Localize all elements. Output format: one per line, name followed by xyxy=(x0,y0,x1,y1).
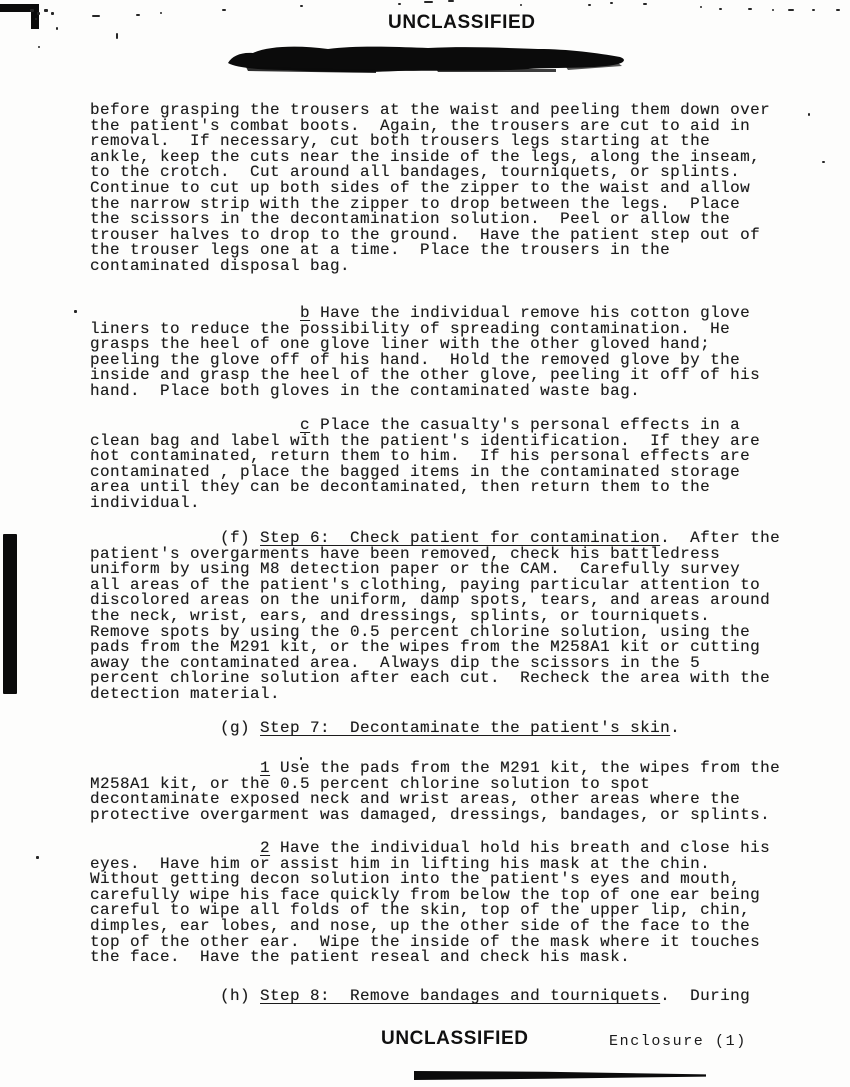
text-line: uniform by using M8 detection paper or the CAM. Carefully survey xyxy=(90,560,741,579)
text-line: M258A1 kit, or the 0.5 percent chlorine solution to spot xyxy=(90,774,651,793)
text-line: all areas of the patient's clothing, paying particular attention to xyxy=(90,575,761,594)
text-line: the narrow strip with the zipper to drop between the legs. Place xyxy=(90,194,741,213)
text-line: (h) Step 8: Remove bandages and tourniquets. During xyxy=(90,987,751,1005)
paragraph xyxy=(90,841,802,966)
text-line: hand. Place both gloves in the contaminated waste bag. xyxy=(90,381,641,400)
paragraph xyxy=(90,989,802,1005)
paragraph xyxy=(90,103,802,275)
text-line: trouser halves to drop to the ground. Have the patient step out of xyxy=(90,225,761,244)
text-line: the neck, wrist, ears, and dressings, splints, or tourniquets. xyxy=(90,606,711,625)
text-line: peeling the glove off of his hand. Hold the removed glove by the xyxy=(90,350,741,369)
paragraph xyxy=(90,531,802,703)
footer-classification: UNCLASSIFIED xyxy=(381,1028,529,1049)
text-line: patient's overgarments have been removed, check his battledress xyxy=(90,544,721,563)
text-line: ankle, keep the cuts near the inside of the legs, along the inseam, xyxy=(90,147,761,166)
text-line: the trouser legs one at a time. Place the trousers in the xyxy=(90,241,671,260)
text-line: Continue to cut up both sides of the zipper to the waist and allow xyxy=(90,178,751,197)
paragraph xyxy=(90,761,802,823)
text-line: (f) Step 6: Check patient for contamination. After the xyxy=(90,529,781,547)
paragraph xyxy=(90,721,802,737)
text-line: b Have the individual remove his cotton glove xyxy=(300,304,751,322)
text-line: (g) Step 7: Decontaminate the patient's skin. xyxy=(90,719,681,737)
text-line: discolored areas on the uniform, damp spots, tears, and areas around xyxy=(90,591,771,610)
text-line: individual. xyxy=(90,493,201,512)
text-line: liners to reduce the possibility of spreading contamination. He xyxy=(90,319,731,338)
text-line: contaminated disposal bag. xyxy=(90,256,351,275)
text-line: pads from the M291 kit, or the wipes from the M258A1 kit or cutting xyxy=(90,638,761,657)
text-line: 1 Use the pads from the M291 kit, the wipes from the xyxy=(260,759,781,777)
text-line: protective overgarment was damaged, dressings, bandages, or splints. xyxy=(90,805,771,824)
text-line: removal. If necessary, cut both trousers legs starting at the xyxy=(90,132,711,151)
text-line: percent chlorine solution after each cut. Recheck the area with the xyxy=(90,669,771,688)
text-line: clean bag and label with the patient's identification. If they are xyxy=(90,431,761,450)
paragraph xyxy=(90,306,802,400)
text-line: eyes. Have him or assist him in lifting his mask at the chin. xyxy=(90,854,711,873)
text-line: before grasping the trousers at the waist and peeling them down over xyxy=(90,101,771,119)
text-line: to the crotch. Cut around all bandages, tourniquets, or splints. xyxy=(90,163,741,182)
text-line: 2 Have the individual hold his breath and close his xyxy=(260,839,771,857)
text-line: Without getting decon solution into the patient's eyes and mouth, xyxy=(90,870,741,889)
footer-enclosure: Enclosure (1) xyxy=(609,1033,747,1050)
text-line: grasps the heel of one glove liner with the other gloved hand; xyxy=(90,335,711,354)
text-line: not contaminated, return them to him. If his personal effects are xyxy=(90,447,751,466)
text-line: detection material. xyxy=(90,684,281,703)
text-line: the patient's combat boots. Again, the trousers are cut to aid in xyxy=(90,116,751,135)
text-line: dimples, ear lobes, and nose, up the other side of the face to the xyxy=(90,916,751,935)
text-line: the scissors in the decontamination solution. Peel or allow the xyxy=(90,210,731,229)
text-line: carefully wipe his face quickly from below the top of one ear being xyxy=(90,885,761,904)
text-line: Remove spots by using the 0.5 percent chlorine solution, using the xyxy=(90,622,751,641)
text-line: area until they can be decontaminated, then return them to the xyxy=(90,478,711,497)
paragraph xyxy=(90,418,802,512)
text-line: careful to wipe all folds of the skin, top of the upper lip, chin, xyxy=(90,901,751,920)
text-line: contaminated , place the bagged items in the contaminated storage xyxy=(90,462,741,481)
text-line: decontaminate exposed neck and wrist areas, other areas where the xyxy=(90,790,741,809)
text-line: c Place the casualty's personal effects in a xyxy=(300,416,741,434)
text-line: the face. Have the patient reseal and check his mask. xyxy=(90,948,631,967)
text-line: top of the other ear. Wipe the inside of the mask where it touches xyxy=(90,932,761,951)
header-classification: UNCLASSIFIED xyxy=(388,12,536,33)
text-line: inside and grasp the heel of the other glove, peeling it off of his xyxy=(90,366,761,385)
text-line: away the contaminated area. Always dip the scissors in the 5 xyxy=(90,653,701,672)
